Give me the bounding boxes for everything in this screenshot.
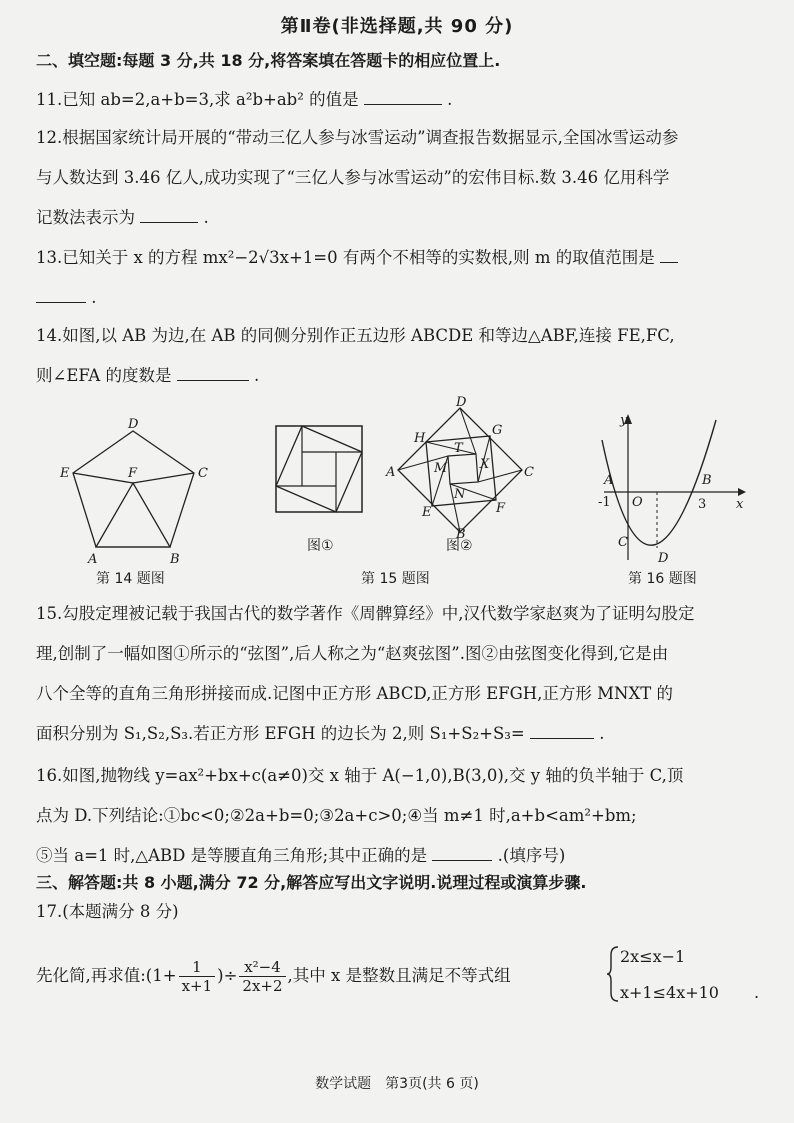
- fig15-sub1-caption: 图①: [307, 538, 334, 554]
- answer-blank-cont: [36, 286, 86, 303]
- fraction-2-numerator: x²−4: [239, 958, 285, 977]
- triangle-edge: [426, 442, 476, 454]
- answer-blank: [364, 88, 442, 105]
- parabola-curve: [602, 420, 716, 545]
- outer-square: [276, 426, 362, 512]
- q11-text: 11.已知 ab=2,a+b=3,求 a²b+ab² 的值是: [36, 90, 359, 109]
- label-y: y: [620, 413, 628, 428]
- fraction-2-denominator: 2x+2: [242, 977, 283, 995]
- label-b: B: [170, 552, 180, 567]
- label-h: H: [414, 431, 426, 446]
- label-neg1: -1: [598, 495, 611, 510]
- q15-line1: 15.勾股定理被记载于我国古代的数学著作《周髀算经》中,汉代数学家赵爽为了证明勾股定: [36, 604, 695, 623]
- fraction-2: [239, 958, 285, 995]
- inequality-1: 2x≤x−1: [620, 947, 686, 966]
- q17-pre: 先化简,再求值:(1+: [36, 966, 177, 985]
- answer-blank: [177, 364, 249, 381]
- q15-end: .: [599, 724, 605, 743]
- answer-blank: [660, 246, 678, 263]
- label-d: D: [456, 395, 467, 410]
- label-c: C: [618, 535, 628, 550]
- question-11: [36, 80, 758, 120]
- label-c: C: [198, 466, 208, 481]
- pentagon-shape: [73, 431, 194, 547]
- label-f: F: [128, 466, 138, 481]
- q14-line1: 14.如图,以 AB 为边,在 AB 的同侧分别作正五边形 ABCDE 和等边△ABF,连接 FE,FC,: [36, 326, 675, 345]
- question-16: [36, 756, 758, 876]
- q11-end: .: [447, 90, 453, 109]
- q12-line1: 12.根据国家统计局开展的“带动三亿人参与冰雪运动”调查报告数据显示,全国冰雪运动参: [36, 128, 679, 147]
- x-axis-arrow: [738, 488, 746, 496]
- label-d: D: [128, 417, 139, 432]
- inequality-2: x+1≤4x+10: [620, 983, 719, 1002]
- q13-line1: [36, 238, 758, 278]
- q14-end: .: [254, 366, 260, 385]
- label-b: B: [702, 473, 712, 488]
- fig15-caption: 第 15 题图: [361, 571, 430, 587]
- fig15-diagram-2: [382, 395, 534, 542]
- label-n: N: [454, 487, 466, 502]
- q12-line3-text: 记数法表示为: [36, 208, 135, 227]
- question-14: [36, 316, 758, 396]
- label-b: B: [456, 527, 466, 542]
- label-a: A: [386, 465, 396, 480]
- section-2-heading: 二、填空题:每题 3 分,共 18 分,将答案填在答题卡的相应位置上.: [36, 51, 501, 70]
- fig15-diagram-1: [272, 422, 372, 522]
- q17-end: .: [754, 983, 760, 1002]
- label-x: x: [736, 497, 744, 512]
- system-brace: [606, 945, 620, 1003]
- label-e: E: [60, 466, 70, 481]
- label-d: D: [658, 551, 669, 566]
- question-15: [36, 594, 758, 754]
- brace-path: [607, 947, 618, 1001]
- q14-line2: [36, 356, 758, 396]
- triangle-abf: [96, 483, 170, 547]
- q17-post: ,其中 x 是整数且满足不等式组: [287, 966, 511, 985]
- q12-line3: [36, 198, 758, 238]
- q13-end: .: [91, 288, 97, 307]
- label-a: A: [604, 473, 614, 488]
- inner-tilted-square: [276, 426, 362, 512]
- label-3: 3: [698, 497, 707, 512]
- fig14-pentagon: [58, 417, 218, 587]
- segment-fe: [73, 473, 133, 483]
- section-3-heading: 三、解答题:共 8 小题,满分 72 分,解答应写出文字说明.说理过程或演算步骤.: [36, 873, 587, 892]
- q15-line4: [36, 714, 758, 754]
- square-mnxt: [448, 454, 478, 484]
- fig14-caption: 第 14 题图: [96, 571, 165, 587]
- fraction-1-numerator: 1: [179, 958, 216, 977]
- q15-line2: 理,创制了一幅如图①所示的“弦图”,后人称之为“赵爽弦图”.图②由弦图变化得到,它是由: [36, 644, 669, 663]
- fig16-parabola: [598, 410, 748, 570]
- label-o: O: [632, 495, 643, 510]
- q16-end: .(填序号): [497, 846, 566, 865]
- question-13: [36, 238, 758, 318]
- answer-blank: [530, 722, 594, 739]
- q15-line3: 八个全等的直角三角形拼接而成.记图中正方形 ABCD,正方形 EFGH,正方形 MNXT 的: [36, 684, 673, 703]
- q12-end: .: [203, 208, 209, 227]
- label-t: T: [454, 441, 463, 456]
- label-f: F: [496, 501, 506, 516]
- question-17-head: 17.(本题满分 8 分): [36, 902, 179, 921]
- label-g: G: [492, 423, 503, 438]
- question-12: [36, 118, 758, 238]
- answer-blank: [140, 206, 198, 223]
- label-m: M: [434, 461, 448, 476]
- q15-line4-text: 面积分别为 S₁,S₂,S₃.若正方形 EFGH 的边长为 2,则 S₁+S₂+S₃=: [36, 724, 525, 743]
- answer-blank: [432, 844, 492, 861]
- q17-mid: )÷: [217, 966, 238, 985]
- figures-row: [0, 392, 794, 592]
- q12-line2: 与人数达到 3.46 亿人,成功实现了“三亿人参与冰雪运动”的宏伟目标.数 3.46 亿用科学: [36, 168, 670, 187]
- q14-line2-text: 则∠EFA 的度数是: [36, 366, 172, 385]
- q16-line3-text: ⑤当 a=1 时,△ABD 是等腰直角三角形;其中正确的是: [36, 846, 428, 865]
- q16-line1: 16.如图,抛物线 y=ax²+bx+c(a≠0)交 x 轴于 A(−1,0),B(3,0),交 y 轴的负半轴于 C,顶: [36, 766, 684, 785]
- q16-line2: 点为 D.下列结论:①bc<0;②2a+b=0;③2a+c>0;④当 m≠1 时,a+b<am²+bm;: [36, 806, 637, 825]
- label-e: E: [422, 505, 432, 520]
- page-footer: 数学试题 第3页(共 6 页): [315, 1076, 479, 1092]
- label-x: X: [480, 457, 490, 472]
- label-a: A: [88, 552, 98, 567]
- fraction-1: [179, 958, 216, 995]
- fig15-sub2-caption: 图②: [446, 538, 473, 554]
- q13-line2: [36, 278, 758, 318]
- paper-title: 第Ⅱ卷(非选择题,共 90 分): [280, 16, 514, 37]
- fig16-caption: 第 16 题图: [628, 571, 697, 587]
- fraction-1-denominator: x+1: [181, 977, 213, 995]
- segment-fc: [133, 473, 194, 483]
- label-c: C: [524, 465, 534, 480]
- q13-line1-text: 13.已知关于 x 的方程 mx²−2√3x+1=0 有两个不相等的实数根,则 m 的取值范围是: [36, 248, 655, 267]
